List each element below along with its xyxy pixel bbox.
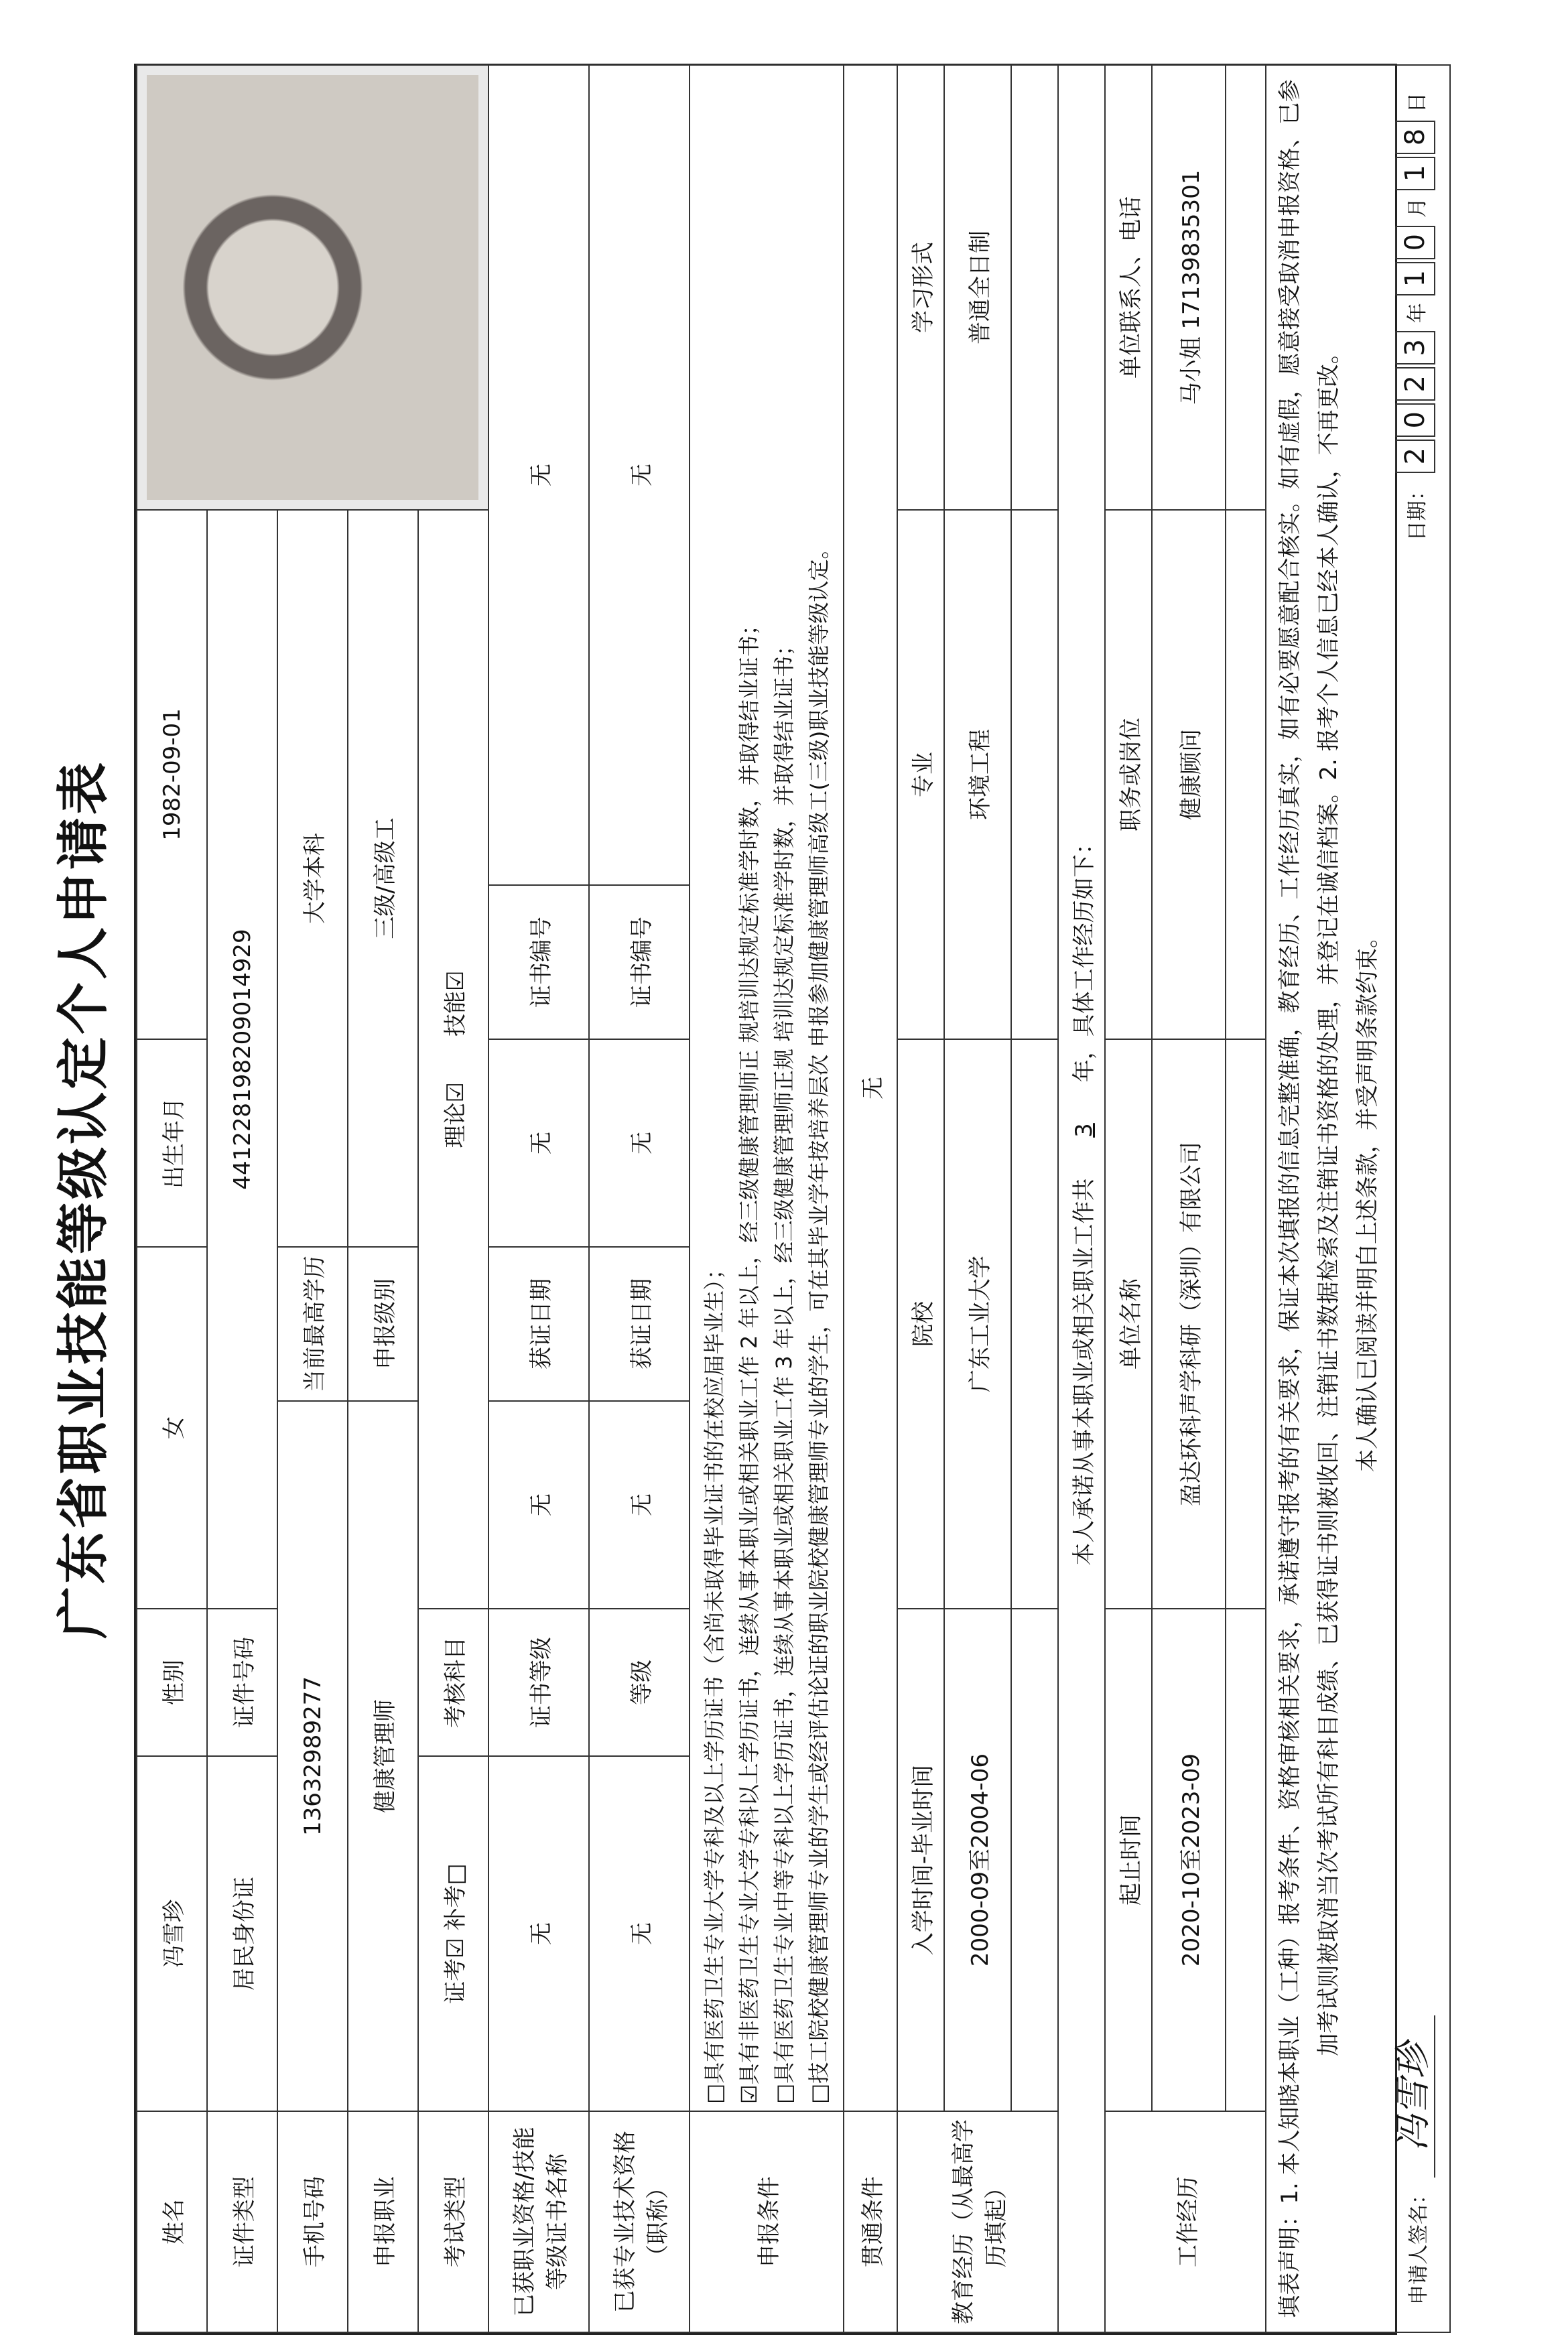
table-row	[1226, 65, 1266, 2332]
date-digit: 2	[1395, 440, 1435, 473]
linkage-value: 无	[844, 65, 897, 2111]
occupation-label: 申报职业	[348, 2111, 418, 2332]
table-row	[944, 65, 1011, 2332]
exam-subject-label: 考核科目	[418, 1609, 488, 1756]
conditions-label: 申报条件	[690, 2111, 844, 2332]
school-header: 院校	[897, 1039, 944, 1609]
work-empty-cell	[1226, 510, 1266, 1039]
phone-value: 13632989277	[277, 1401, 348, 2111]
applicant-photo	[137, 65, 488, 510]
linkage-label: 贯通条件	[844, 2111, 897, 2332]
birth-label: 出生年月	[137, 1039, 207, 1247]
conditions-list	[690, 65, 844, 2111]
condition-item: □具有医药卫生专业大学专科及以上学历证书（含尚未取得毕业证书的在校应届毕业生）；	[702, 1258, 727, 2104]
level-value: 三级/高级工	[348, 510, 418, 1247]
date-digit: 3	[1395, 331, 1435, 364]
basic-info-table	[136, 64, 1451, 2333]
application-form-page	[34, 64, 1434, 2335]
work-empty-cell	[1226, 1609, 1266, 2111]
form-body	[134, 64, 1434, 2335]
date-digit: 1	[1395, 157, 1435, 190]
signature: 冯雪珍	[1392, 2015, 1435, 2178]
declaration-text: 1. 本人知晓本职业（工种）报考条件、资格审核相关要求，承诺遵守报考的有关要求，保证本次填报的信息完整准确，教育经历、工作经历真实，如有必要愿意配合核实。如有虚假，愿意接受取消申报资格、已参加考试则被取消当次考试所有科目成绩、已获得证书则被收回、注销证书数据检索及注销证书资格的处理，并登记在诚信档案。2. 报考个人信息已经本人确认，不再更改。	[1277, 79, 1342, 2204]
education-value: 大学本科	[277, 510, 348, 1247]
form-title: 广东省职业技能等级认定个人申请表	[54, 760, 114, 1640]
year-label: 年	[1406, 303, 1429, 324]
exam-subject-value: 理论☑ 技能☑	[418, 510, 488, 1609]
qual-cert-no-label: 证书编号	[488, 885, 589, 1039]
gender-label: 性别	[137, 1609, 207, 1756]
pro-cert-no-label: 证书编号	[589, 885, 690, 1039]
contact-cell: 马小姐 17139835301	[1152, 65, 1226, 510]
company-cell: 盈达环科声学科研（深圳）有限公司	[1152, 1039, 1226, 1609]
condition-item: □技工院校健康管理师专业的学生或经评估论证的职业院校健康管理师专业的学生，可在其毕业学年按培养层次 申报参加健康管理师高级工(三级)职业技能等级认定。	[806, 537, 832, 2104]
work-time-cell: 2020-10至2023-09	[1152, 1609, 1226, 2111]
date-digit: 8	[1395, 121, 1435, 154]
edu-empty-cell	[1011, 1039, 1058, 1609]
commitment-suffix: 年，具体工作经历如下：	[1070, 831, 1098, 1083]
name-label: 姓名	[137, 2111, 207, 2332]
edu-empty-cell	[1011, 1609, 1058, 2111]
date-digit: 2	[1395, 367, 1435, 401]
pro-cert-date: 无	[589, 1039, 690, 1247]
qual-cert-no: 无	[488, 65, 589, 885]
study-form-cell: 普通全日制	[944, 65, 1011, 510]
pro-cert-label: 已获专业技术资格（职称）	[589, 2111, 690, 2332]
qual-cert-date: 无	[488, 1039, 589, 1247]
edu-time-cell: 2000-09至2004-06	[944, 1609, 1011, 2111]
gender-value: 女	[137, 1247, 207, 1609]
photo-portrait	[147, 75, 478, 500]
edu-empty-cell	[1011, 65, 1058, 510]
company-header: 单位名称	[1105, 1039, 1152, 1609]
signature-field	[1394, 2015, 1439, 2305]
occupation-value: 健康管理师	[348, 1401, 418, 2111]
position-header: 职务或岗位	[1105, 510, 1152, 1039]
id-no-label: 证件号码	[207, 1609, 277, 1756]
work-commitment	[1058, 65, 1105, 2332]
study-form-header: 学习形式	[897, 65, 944, 510]
id-type-label: 证件类型	[207, 2111, 277, 2332]
declaration-block	[1266, 65, 1450, 2332]
date-digit: 0	[1395, 403, 1435, 437]
condition-item: ☑具有非医药卫生专业大学专科以上学历证书，连续从事本职业或相关职业工作 2 年以上，经三级健康管理师正 规培训达规定标准学时数，并取得结业证书；	[736, 614, 762, 2104]
phone-label: 手机号码	[277, 2111, 348, 2332]
birth-value: 1982-09-01	[137, 510, 207, 1039]
pro-cert-name: 无	[589, 1756, 690, 2111]
major-header: 专业	[897, 510, 944, 1039]
pro-cert-level: 无	[589, 1401, 690, 1609]
day-label: 日	[1406, 92, 1429, 113]
qual-cert-date-label: 获证日期	[488, 1247, 589, 1401]
level-label: 申报级别	[348, 1247, 418, 1401]
pro-cert-date-label: 获证日期	[589, 1247, 690, 1401]
id-no-value: 441228198209014929	[207, 510, 277, 1609]
date-field	[1395, 92, 1437, 541]
date-digit: 1	[1395, 262, 1435, 295]
edu-empty-cell	[1011, 510, 1058, 1039]
qual-cert-level: 无	[488, 1401, 589, 1609]
work-time-header: 起止时间	[1105, 1609, 1152, 2111]
work-years: 3	[1070, 1123, 1098, 1138]
table-row	[1011, 65, 1058, 2332]
date-label: 日期：	[1406, 480, 1429, 541]
work-history-label: 工作经历	[1105, 2111, 1266, 2332]
confirmation-text: 本人确认已阅读并明白上述条款，并受声明条款约束。	[1354, 925, 1381, 1472]
edu-history-label: 教育经历（从最高学历填起）	[897, 2111, 1058, 2332]
month-label: 月	[1406, 198, 1429, 218]
qual-cert-name: 无	[488, 1756, 589, 2111]
signature-label: 申请人签名：	[1407, 2184, 1431, 2305]
qual-cert-level-label: 证书等级	[488, 1609, 589, 1756]
exam-type-label: 考试类型	[418, 2111, 488, 2332]
signature-row	[1387, 72, 1445, 2325]
qual-cert-label: 已获职业资格/技能等级证书名称	[488, 2111, 589, 2332]
major-cell: 环境工程	[944, 510, 1011, 1039]
contact-header: 单位联系人、电话	[1105, 65, 1152, 510]
exam-type-value: 证考☑ 补考□	[418, 1756, 488, 2111]
table-row	[1152, 65, 1226, 2332]
education-label: 当前最高学历	[277, 1247, 348, 1401]
work-empty-cell	[1226, 1039, 1266, 1609]
commitment-prefix: 本人承诺从事本职业或相关职业工作共	[1070, 1178, 1098, 1566]
work-empty-cell	[1226, 65, 1266, 510]
position-cell: 健康顾问	[1152, 510, 1226, 1039]
pro-cert-level-label: 等级	[589, 1609, 690, 1756]
condition-item: □具有医药卫生专业中等专科以上学历证书，连续从事本职业或相关职业工作 3 年以上，经三级健康管理师正规 培训达规定标准学时数，并取得结业证书；	[771, 634, 797, 2104]
date-digit: 0	[1395, 226, 1435, 259]
pro-cert-no: 无	[589, 65, 690, 885]
declaration-label: 填表声明：	[1277, 2204, 1303, 2318]
edu-time-header: 入学时间-毕业时间	[897, 1609, 944, 2111]
school-cell: 广东工业大学	[944, 1039, 1011, 1609]
id-type-value: 居民身份证	[207, 1756, 277, 2111]
name-value: 冯雪珍	[137, 1756, 207, 2111]
